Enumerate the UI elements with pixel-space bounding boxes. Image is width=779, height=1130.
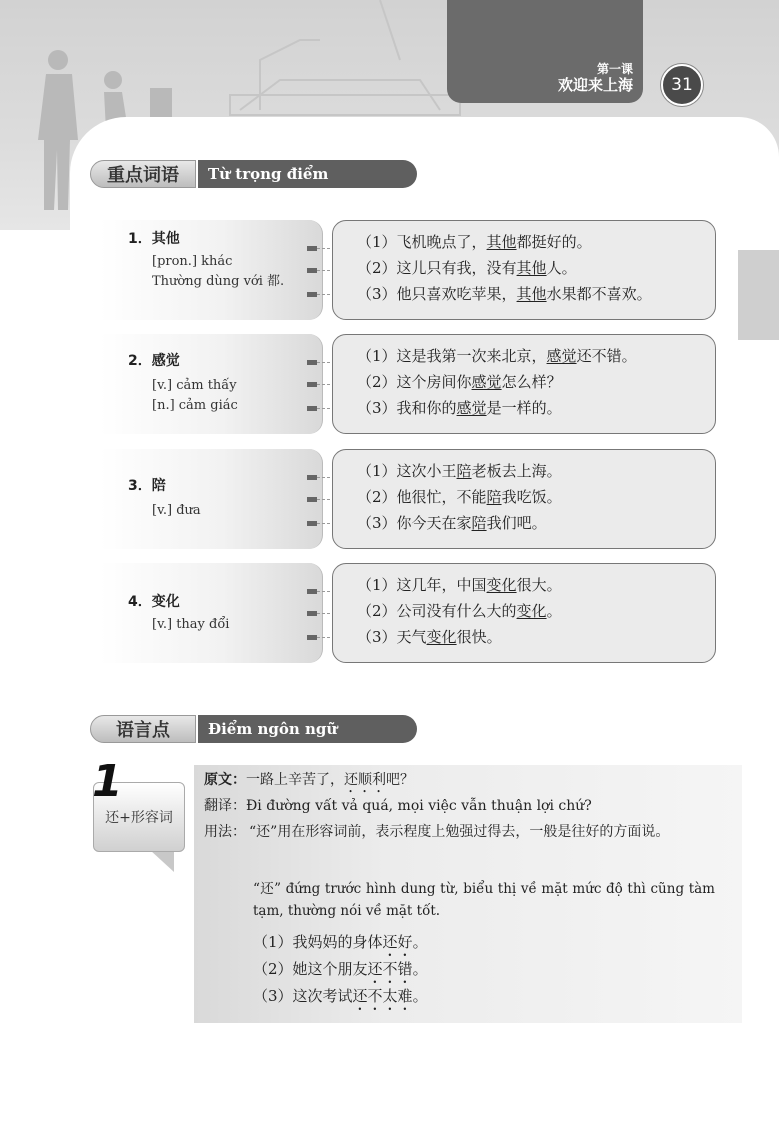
vocab-examples-panel <box>332 334 716 434</box>
vocab-definition: [v.] thay đổi <box>152 617 230 632</box>
example-sentence: （1）这几年，中国变化很大。 <box>357 576 562 594</box>
section-header-key-words <box>90 160 417 188</box>
lesson-title: 欢迎来上海 <box>557 76 633 94</box>
vocab-examples-panel <box>332 449 716 549</box>
example-sentence: （2）公司没有什么大的变化。 <box>357 602 562 620</box>
vocab-definition: [pron.] khác <box>152 254 233 269</box>
example-sentence: （1）这是我第一次来北京，感觉还不错。 <box>357 347 637 365</box>
lesson-number: 第一课 <box>596 62 633 76</box>
vocab-examples-panel <box>332 563 716 663</box>
grammar-usage-vi: “还” đứng trước hình dung từ, biểu thị về mặt mức độ thì cũng tàm tạm, thường nói về mặt tốt. <box>253 881 715 919</box>
vocab-definition: Thường dùng với 都. <box>152 274 285 289</box>
example-sentence: （2）他很忙，不能陪我吃饭。 <box>357 488 562 506</box>
grammar-usage-zh: “还”用在形容词前，表示程度上勉强过得去，一般是往好的方面说。 <box>249 824 670 840</box>
vocab-word: 2．感觉 <box>128 353 180 369</box>
example-sentence: （3）我和你的感觉是一样的。 <box>357 399 562 417</box>
vocab-word-panel <box>100 334 323 434</box>
section-title-zh: 重点词语 <box>90 160 196 188</box>
example-sentence: （2）这个房间你感觉怎么样？ <box>357 373 562 391</box>
grammar-example: （2）她这个朋友还不错。 <box>253 960 428 978</box>
page-number: 31 <box>661 64 703 106</box>
page-edge-tab <box>738 250 779 340</box>
grammar-translation: 翻译：Đi đường vất vả quá, mọi việc vẫn thuận lợi chứ? <box>204 798 592 814</box>
example-sentence: （3）你今天在家陪我们吧。 <box>357 514 547 532</box>
grammar-tag: 还+形容词 <box>93 782 185 852</box>
vocab-entry <box>100 220 716 322</box>
example-sentence: （1）这次小王陪老板去上海。 <box>357 462 562 480</box>
vocab-word-panel <box>100 220 323 320</box>
section-title-vi: Từ trọng điểm <box>198 160 417 188</box>
grammar-original: 原文：一路上辛苦了，还顺利吧？ <box>204 772 414 788</box>
vocab-word: 3．陪 <box>128 478 166 494</box>
vocab-word-panel <box>100 563 323 663</box>
section-header-language-points <box>90 715 417 743</box>
section-title-vi: Điểm ngôn ngữ <box>198 715 417 743</box>
vocab-definition: [v.] đưa <box>152 503 201 518</box>
section-title-zh: 语言点 <box>90 715 196 743</box>
vocab-word: 1．其他 <box>128 231 180 247</box>
tag-tail-shape <box>150 850 174 872</box>
grammar-usage-label: 用法： <box>204 824 246 840</box>
grammar-example: （3）这次考试还不太难。 <box>253 987 428 1005</box>
vocab-definition: [n.] cảm giác <box>152 398 238 413</box>
example-sentence: （3）天气变化很快。 <box>357 628 502 646</box>
vocab-entry <box>100 449 716 551</box>
grammar-number: 1 <box>92 756 123 807</box>
vocab-entry <box>100 334 716 436</box>
vocab-examples-panel <box>332 220 716 320</box>
vocab-word-panel <box>100 449 323 549</box>
vocab-definition: [v.] cảm thấy <box>152 378 237 393</box>
vocab-entry <box>100 563 716 665</box>
grammar-example: （1）我妈妈的身体还好。 <box>253 933 428 951</box>
example-sentence: （1）飞机晚点了，其他都挺好的。 <box>357 233 592 251</box>
lesson-header <box>447 0 643 103</box>
vocab-word: 4．变化 <box>128 594 180 610</box>
example-sentence: （2）这儿只有我，没有其他人。 <box>357 259 577 277</box>
example-sentence: （3）他只喜欢吃苹果，其他水果都不喜欢。 <box>357 285 652 303</box>
